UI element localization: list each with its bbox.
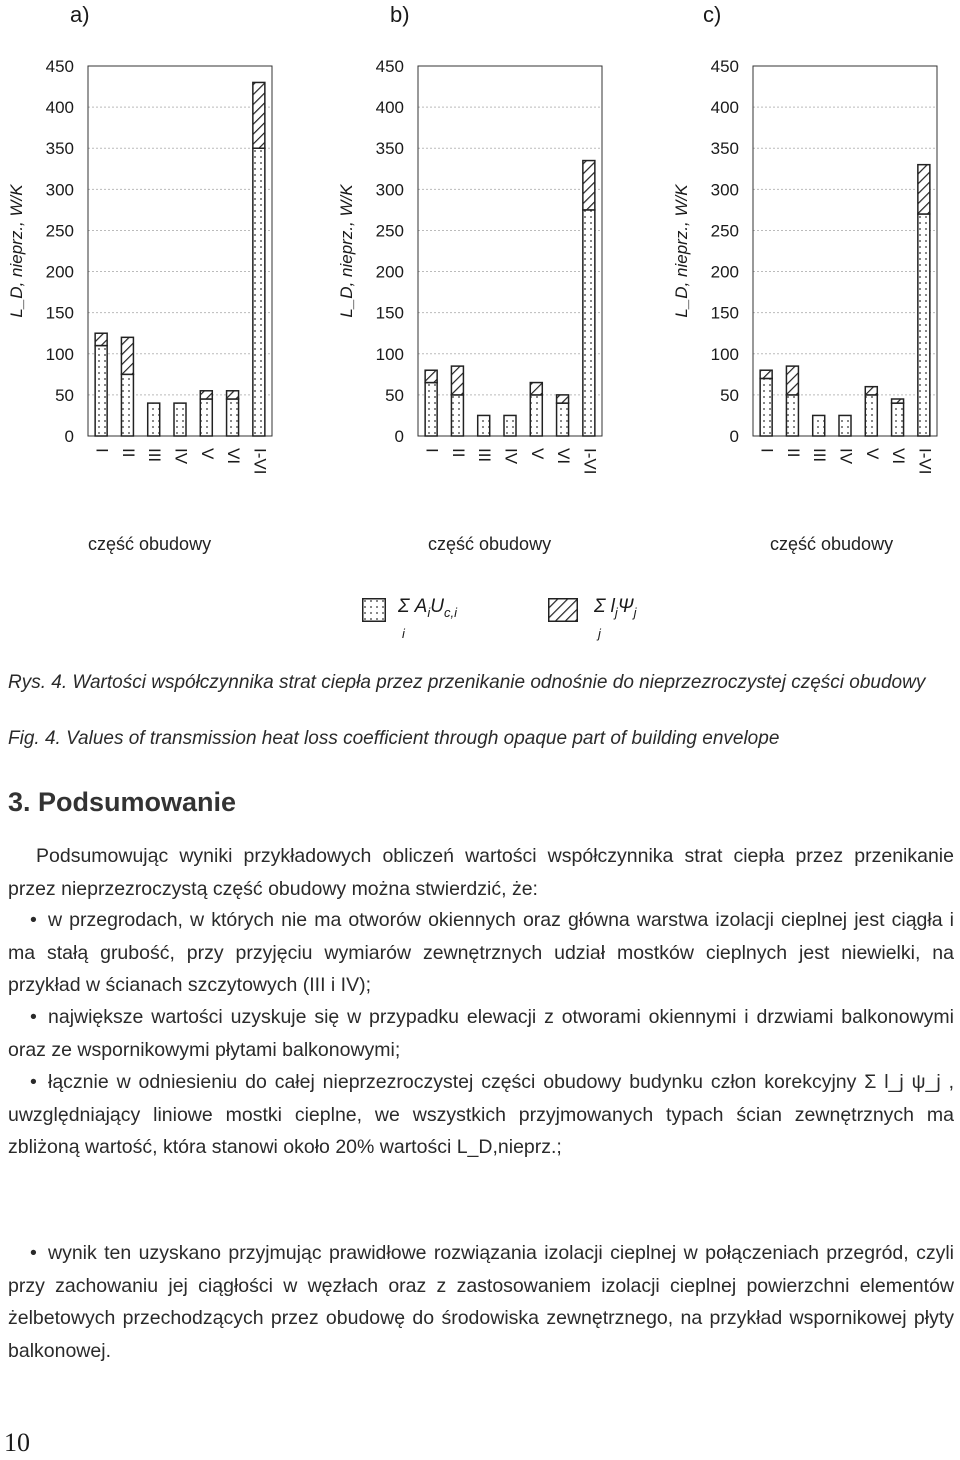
bar-bridge-sum xyxy=(918,165,930,214)
legend-label-area-sum: Σ $A_iU_{c,i}$ xyxy=(398,596,457,620)
y-tick-label: 200 xyxy=(375,262,404,282)
x-tick-label: I-VI xyxy=(915,448,935,475)
bar-bridge-sum xyxy=(200,391,212,399)
bullet-item: • łącznie w odniesieniu do całej nieprzezroczystej części obudowy budynku człon korekcyjny Σ l_j ψ_j , uwzględniający liniowe mostki cieplne, we wszystkich przyjmowanych typach ścian zewnętrznych ma zbliżoną wartość, która stanowi około 20% wartości L_D,nieprz.; xyxy=(8,1066,954,1164)
legend-swatch-dotted xyxy=(362,598,386,622)
panel-label-c: c) xyxy=(703,2,722,27)
y-tick-label: 400 xyxy=(375,98,404,118)
x-tick-label: III xyxy=(810,448,830,463)
y-axis-label: L_D, nieprz., W/K xyxy=(337,184,356,318)
intro-paragraph: Podsumowując wyniki przykładowych obliczeń wartości współczynnika strat ciepła przez przenikanie przez nieprzezroczystą część obudowy można stwierdzić, że: xyxy=(8,845,954,900)
figure-caption-pl: Rys. 4. Wartości współczynnika strat ciepła przez przenikanie odnośnie do nieprzezroczystej części obudowy xyxy=(8,672,926,693)
bar-bridge-sum xyxy=(425,370,437,382)
section-title: 3. Podsumowanie xyxy=(8,787,237,817)
bar-area-sum xyxy=(865,395,877,436)
bar-area-sum xyxy=(148,403,160,436)
panel-label-a: a) xyxy=(70,2,90,27)
bar-bridge-sum xyxy=(760,370,772,378)
x-tick-label: I xyxy=(757,448,777,453)
y-tick-label: 250 xyxy=(375,221,404,241)
y-tick-label: 400 xyxy=(710,98,739,118)
x-tick-label: VI xyxy=(889,448,909,465)
bullet-icon: • xyxy=(30,1071,37,1093)
bar-bridge-sum xyxy=(892,399,904,403)
y-tick-label: 300 xyxy=(375,180,404,200)
y-tick-label: 100 xyxy=(710,344,739,364)
bar-bridge-sum xyxy=(253,82,265,148)
legend-sublabel-i: i xyxy=(402,626,405,641)
x-tick-label: IV xyxy=(171,448,191,465)
y-tick-label: 350 xyxy=(710,139,739,159)
plot-frame xyxy=(88,66,272,436)
bar-area-sum xyxy=(839,415,851,436)
legend-label-bridge-sum: Σ $l_j\Psi_j$ xyxy=(594,596,637,620)
y-tick-label: 400 xyxy=(45,98,74,118)
bar-area-sum xyxy=(786,395,798,436)
y-tick-label: 150 xyxy=(45,303,74,323)
bullet-item: • wynik ten uzyskano przyjmując prawidłowe rozwiązania izolacji cieplnej w połączeniach przegród, czyli przy zachowaniu jej ciągłości w węzłach oraz z zastosowaniem izolacji cieplnej powierzchni elementów żelbetowych przechodzących przez obudowę do środowiska zewnętrznego, na przykład wspornikowej płyty balkonowej. xyxy=(8,1237,954,1367)
y-tick-label: 0 xyxy=(729,427,739,446)
x-axis-title-b: część obudowy xyxy=(428,534,552,554)
bar-area-sum xyxy=(478,415,490,436)
x-tick-label: IV xyxy=(836,448,856,465)
legend-sublabel-j: j xyxy=(598,626,601,641)
bullet-item: • największe wartości uzyskuje się w przypadku elewacji z otworami okiennymi i drzwiami balkonowymi oraz ze wspornikowymi płytami balkonowymi; xyxy=(8,1001,954,1066)
chart-c xyxy=(665,40,960,510)
bar-area-sum xyxy=(813,415,825,436)
bullet-item: • w przegrodach, w których nie ma otworów okiennych oraz główna warstwa izolacji cieplnej jest ciągła i ma stałą grubość, przy przyjęciu wymiarów zewnętrznych udział mostków cieplnych jest niewielki, na przykład w ścianach szczytowych (III i IV); xyxy=(8,904,954,1002)
plot-frame xyxy=(753,66,937,436)
bar-bridge-sum xyxy=(583,161,595,210)
y-axis-label: L_D, nieprz., W/K xyxy=(672,184,691,318)
legend-swatch-hatched xyxy=(548,598,578,622)
y-tick-label: 50 xyxy=(385,385,404,405)
x-tick-label: IV xyxy=(501,448,521,465)
y-tick-label: 0 xyxy=(394,427,404,446)
bar-bridge-sum xyxy=(227,391,239,399)
bar-area-sum xyxy=(892,403,904,436)
bar-area-sum xyxy=(451,395,463,436)
x-tick-label: I xyxy=(92,448,112,453)
bar-bridge-sum xyxy=(95,333,107,345)
panel-label-b: b) xyxy=(390,2,410,27)
x-tick-label: II xyxy=(448,448,468,458)
x-tick-label: I-VI xyxy=(250,448,270,475)
y-tick-label: 200 xyxy=(45,262,74,282)
x-tick-label: V xyxy=(862,448,882,460)
y-tick-label: 300 xyxy=(710,180,739,200)
bar-area-sum xyxy=(504,415,516,436)
x-tick-label: II xyxy=(783,448,803,458)
y-tick-label: 150 xyxy=(710,303,739,323)
y-tick-label: 200 xyxy=(710,262,739,282)
bar-area-sum xyxy=(557,403,569,436)
bar-bridge-sum xyxy=(865,387,877,395)
chart-b xyxy=(330,40,630,510)
y-tick-label: 450 xyxy=(710,57,739,76)
chart-a xyxy=(0,40,300,510)
x-tick-label: V xyxy=(527,448,547,460)
y-axis-label: L_D, nieprz., W/K xyxy=(7,184,26,318)
x-tick-label: I xyxy=(422,448,442,453)
bar-area-sum xyxy=(227,399,239,436)
legend-item-bridge-sum xyxy=(548,596,708,641)
x-tick-label: III xyxy=(145,448,165,463)
bar-area-sum xyxy=(583,210,595,436)
legend-item-area-sum xyxy=(362,596,522,641)
bullet-icon: • xyxy=(30,1242,37,1264)
y-tick-label: 50 xyxy=(720,385,739,405)
x-axis-title-c: część obudowy xyxy=(770,534,894,554)
bar-area-sum xyxy=(200,399,212,436)
bar-bridge-sum xyxy=(530,383,542,395)
y-tick-label: 150 xyxy=(375,303,404,323)
bar-bridge-sum xyxy=(121,337,133,374)
x-tick-label: II xyxy=(118,448,138,458)
y-tick-label: 450 xyxy=(45,57,74,76)
x-tick-label: VI xyxy=(554,448,574,465)
bar-area-sum xyxy=(174,403,186,436)
figure-caption-en: Fig. 4. Values of transmission heat loss coefficient through opaque part of building envelope xyxy=(8,728,780,749)
bar-area-sum xyxy=(253,148,265,436)
bar-area-sum xyxy=(760,378,772,436)
y-tick-label: 100 xyxy=(45,344,74,364)
y-tick-label: 0 xyxy=(64,427,74,446)
plot-frame xyxy=(418,66,602,436)
y-tick-label: 50 xyxy=(55,385,74,405)
y-tick-label: 300 xyxy=(45,180,74,200)
x-axis-title-a: część obudowy xyxy=(88,534,212,554)
bar-bridge-sum xyxy=(557,395,569,403)
bar-area-sum xyxy=(918,214,930,436)
x-tick-label: V xyxy=(197,448,217,460)
x-tick-label: I-VI xyxy=(580,448,600,475)
bar-area-sum xyxy=(121,374,133,436)
y-tick-label: 350 xyxy=(375,139,404,159)
x-tick-label: VI xyxy=(224,448,244,465)
bar-area-sum xyxy=(425,383,437,436)
bullet-icon: • xyxy=(30,909,37,931)
y-tick-label: 100 xyxy=(375,344,404,364)
bar-area-sum xyxy=(95,346,107,436)
bullet-icon: • xyxy=(30,1006,37,1028)
y-tick-label: 250 xyxy=(710,221,739,241)
y-tick-label: 350 xyxy=(45,139,74,159)
x-tick-label: III xyxy=(475,448,495,463)
bar-bridge-sum xyxy=(451,366,463,395)
y-tick-label: 450 xyxy=(375,57,404,76)
bar-bridge-sum xyxy=(786,366,798,395)
page-number: 10 xyxy=(4,1428,30,1457)
y-tick-label: 250 xyxy=(45,221,74,241)
bar-area-sum xyxy=(530,395,542,436)
